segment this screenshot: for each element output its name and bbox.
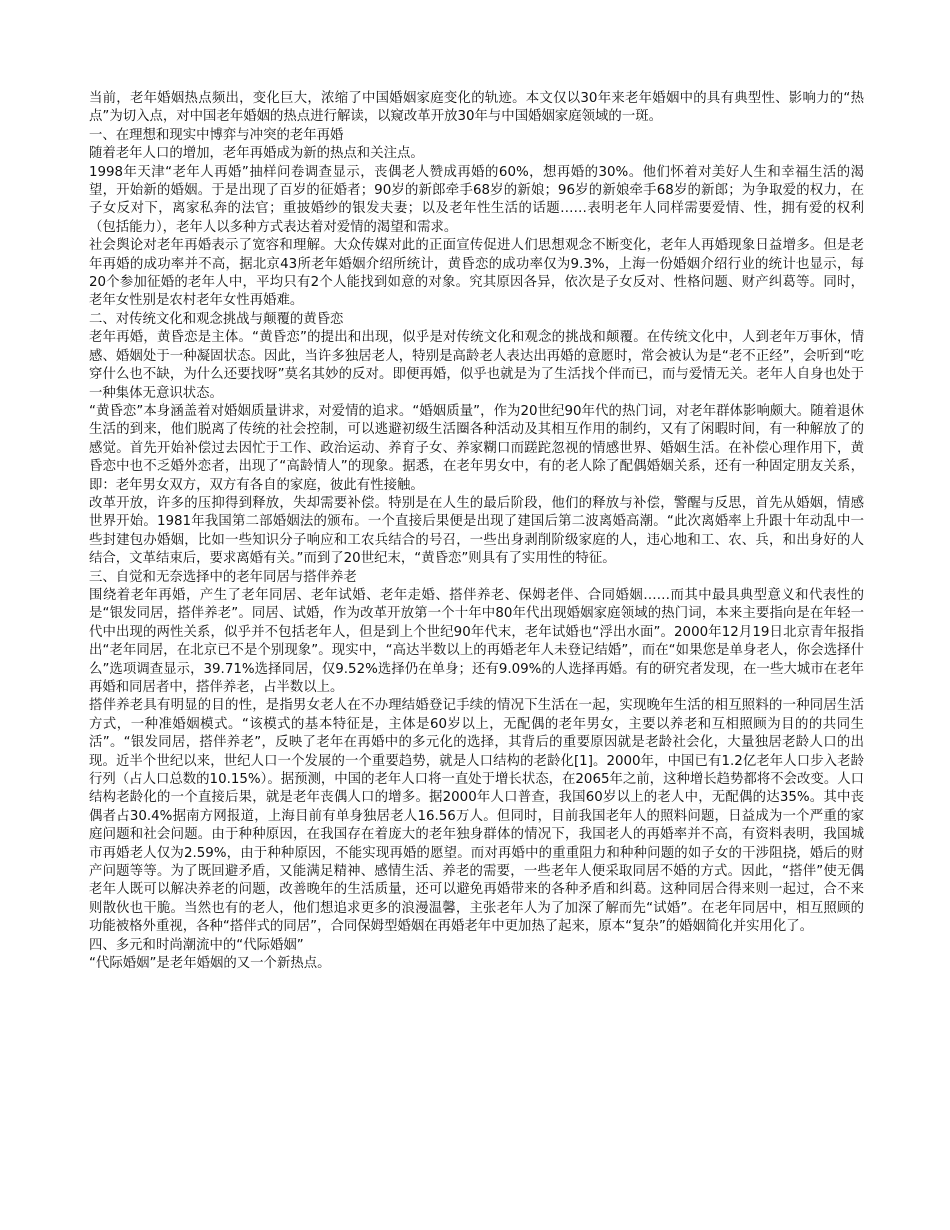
paragraph: 老年再婚，黄昏恋是主体。“黄昏恋”的提出和出现，似乎是对传统文化和观念的挑战和颠覆。在传统文化中，人到老年万事休，情感、婚姻处于一种凝固状态。因此，当许多独居老人，特别是高龄老人表达出再婚的意愿时，常会被认为是“老不正经”，会听到“吃穿什么也不缺，为什么还要找呀”莫名其妙的反对。即便再婚，似乎也就是为了生活找个伴而已，而与爱情无关。老年人自身也处于一种集体无意识状态。 xyxy=(89,330,864,401)
section-heading-1: 一、在理想和现实中博弈与冲突的老年再婚 xyxy=(89,127,344,143)
paragraph: 改革开放，许多的压抑得到释放，失却需要补偿。特别是在人生的最后阶段，他们的释放与补偿，警醒与反思，首先从婚姻，情感世界开始。1981年我国第二部婚姻法的颁布。一个直接后果便是出现了建国后第二波离婚高潮。“此次离婚率上升跟十年动乱中一些封建包办婚姻，比如一些知识分子响应和工农兵结合的号召，一些出身剥削阶级家庭的人，违心地和工、农、兵，和出身好的人结合，文革结束后，要求离婚有关。”而到了20世纪末，“黄昏恋”则具有了实用性的特征。 xyxy=(89,495,864,567)
paragraph: “黄昏恋”本身涵盖着对婚姻质量讲求，对爱情的追求。“婚姻质量”，作为20世纪90年代的热门词，对老年群体影响颇大。随着退休生活的到来，他们脱离了传统的社会控制，可以逃避初级生活圈各种活动及其相互作用的制约，又有了闲暇时间，有一种解放了的感觉。首先开始补偿过去因忙于工作、政治运动、养育子女、养家糊口而蹉跎忽视的情感世界、婚姻生活。在补偿心理作用下，黄昏恋中也不乏婚外恋者，出现了“高龄情人”的现象。据悉，在老年男女中，有的老人除了配偶婚姻关系，还有一种固定朋友关系，即：老年男女双方，双方有各自的家庭，彼此有性接触。 xyxy=(89,403,864,493)
section-heading-4: 四、多元和时尚潮流中的“代际婚姻” xyxy=(89,937,304,953)
section-heading-3: 三、自觉和无奈选择中的老年同居与搭伴养老 xyxy=(89,569,357,585)
paragraph: 搭伴养老具有明显的目的性，是指男女老人在不办理结婚登记手续的情况下生活在一起，实现晚年生活的相互照料的一种同居生活方式，一种准婚姻模式。“该模式的基本特征是，主体是60岁以上，无配偶的老年男女，主要以养老和互相照顾为目的的共同生活”。“银发同居，搭伴养老”，反映了老年在再婚中的多元化的选择，其背后的重要原因就是老龄社会化，大量独居老龄人口的出现。近半个世纪以来，世纪人口一个发展的一个重要趋势，就是人口结构的老龄化[1]。2000年，中国已有1.2亿老年人口步入老龄行列（占人口总数的10.15%）。据预测，中国的老年人口将一直处于增长状态，在2065年之前，这种增长趋势都将不会改变。人口结构老龄化的一个直接后果，就是老年丧偶人口的增多。据2000年人口普查，我国60岁以上的老人中，无配偶的达35%。其中丧偶者占30.4%据南方网报道，上海目前有单身独居老人16.56万人。但同时，目前我国老年人的照料问题，日益成为一个严重的家庭问题和社会问题。由于种种原因，在我国存在着庞大的老年独身群体的情况下，我国老人的再婚率并不高，有资料表明，我国城市再婚老人仅为2.59%，由于种种原因，不能实现再婚的愿望。而对再婚中的重重阻力和种种问题的如子女的干涉阻挠，婚后的财产问题等等。为了既回避矛盾，又能满足精神、感情生活、养老的需要，一些老年人便采取同居不婚的方式。因此，“搭伴”使无偶老年人既可以解决养老的问题，改善晚年的生活质量，还可以避免再婚带来的各种矛盾和纠葛。这种同居合得来则一起过，合不来则散伙也干脆。当然也有的老人，他们想追求更多的浪漫温馨，主张老年人为了加深了解而先“试婚”。在老年同居中，相互照顾的功能被格外重视，各种“搭伴式的同居”，合同保姆型婚姻在再婚老年中更加热了起来，原本“复杂”的婚姻简化并实用化了。 xyxy=(89,698,864,935)
document-body xyxy=(89,90,864,974)
paragraph: “代际婚姻”是老年婚姻的又一个新热点。 xyxy=(89,956,331,972)
section-heading-2: 二、对传统文化和观念挑战与颠覆的黄昏恋 xyxy=(89,311,344,327)
paragraph: 随着老年人口的增加，老年再婚成为新的热点和关注点。 xyxy=(89,146,424,162)
intro-paragraph: 当前，老年婚姻热点频出，变化巨大，浓缩了中国婚姻家庭变化的轨迹。本文仅以30年来老年婚姻中的具有典型性、影响力的“热点”为切入点，对中国老年婚姻的热点进行解读，以窥改革开放30年与中国婚姻家庭领域的一斑。 xyxy=(89,91,864,125)
paragraph: 1998年天津“老年人再婚”抽样问卷调查显示，丧偶老人赞成再婚的60%，想再婚的30%。他们怀着对美好人生和幸福生活的渴望，开始新的婚姻。于是出现了百岁的征婚者；90岁的新郎牵手68岁的新娘；96岁的新娘牵手68岁的新郎；为争取爱的权力，在子女反对下，离家私奔的法官；重披婚纱的银发夫妻；以及老年性生活的话题……表明老年人同样需要爱情、性，拥有爱的权利（包括能力），老年人以多种方式表达着对爱情的渴望和需求。 xyxy=(89,164,864,235)
paragraph: 社会舆论对老年再婚表示了宽容和理解。大众传媒对此的正面宣传促进人们思想观念不断变化，老年人再婚现象日益增多。但是老年再婚的成功率并不高，据北京43所老年婚姻介绍所统计，黄昏恋的成功率仅为9.3%，上海一份婚姻介绍行业的统计也显示，每20个参加征婚的老年人中，平均只有2个人能找到如意的对象。究其原因各异，依次是子女反对、性格问题、财产纠葛等。同时，老年女性别是农村老年女性再婚难。 xyxy=(89,238,864,309)
paragraph: 围绕着老年再婚，产生了老年同居、老年试婚、老年走婚、搭伴养老、保姆老伴、合同婚姻……而其中最具典型意义和代表性的是“银发同居，搭伴养老”。同居、试婚，作为改革开放第一个十年中80年代出现婚姻家庭领域的热门词，本来主要指向是在年轻一代中出现的两性关系，似乎并不包括老年人，但是到上个世纪90年代末，老年试婚也“浮出水面”。2000年12月19日北京青年报指出“老年同居，在北京已不是个别现象”。现实中，“高达半数以上的再婚老年人未登记结婚”，而在“如果您是单身老人，你会选择什么”选项调查显示，39.71%选择同居，仅9.52%选择仍在单身；还有9.09%的人选择再婚。有的研究者发现，在一些大城市在老年再婚和同居者中，搭伴养老，占半数以上。 xyxy=(89,587,864,695)
